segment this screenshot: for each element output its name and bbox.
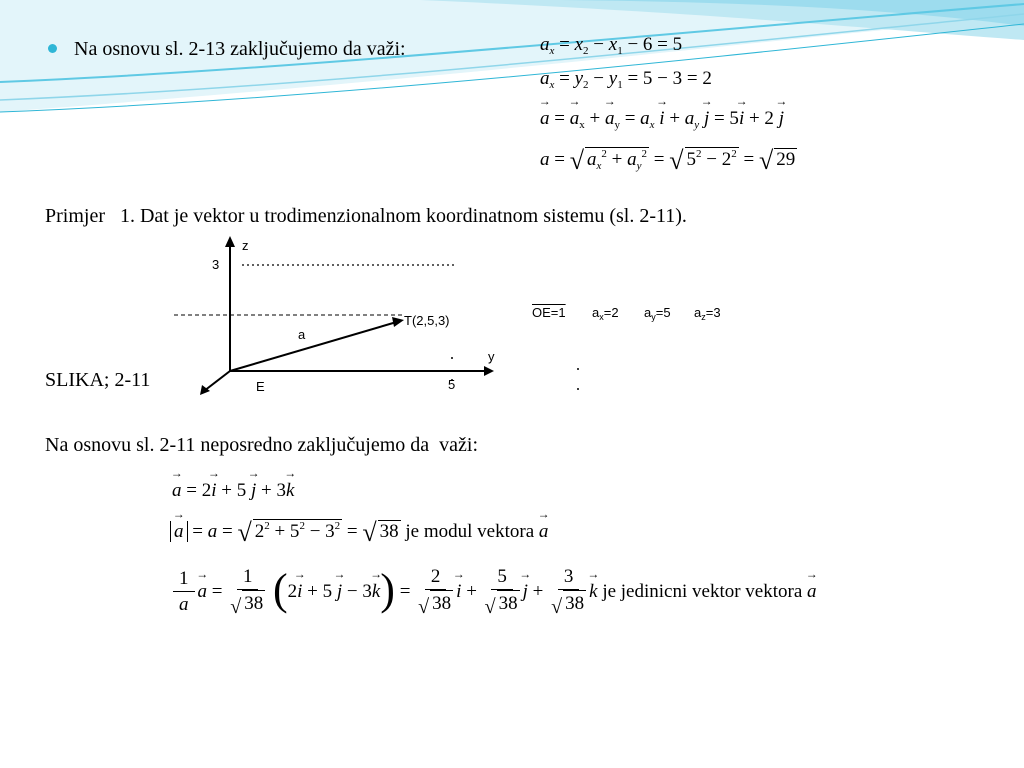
equation-vector-3d: → a = 2→ i + 5 → j + 3→ k bbox=[172, 480, 294, 502]
equation-vector-a: → a = → $a_x$ + → $a_y = a_x \to i + a_y \to j = 5\to i + 2 \to j$ bbox=[540, 108, 784, 131]
sqrt-38-modul: 38 bbox=[379, 521, 399, 542]
figure-side-ax: $a_x=2$ bbox=[592, 305, 619, 322]
figure-z-label: z bbox=[242, 238, 249, 253]
figure-tick-y: 5 bbox=[448, 377, 456, 392]
figure-side-az: $a_z=3$ bbox=[694, 305, 721, 322]
figure-origin-label: E bbox=[256, 379, 265, 394]
figure-y-label: y bbox=[488, 349, 495, 364]
figure-2-11 bbox=[174, 233, 729, 403]
equation-unit-vector: $\frac{1}{a}$ → a = $\frac{1}{√ 38}$ (2→ i + 5 → j − 3→ k) = $\frac{2}{√ 38}$ → i + $\frac{5}{√ 38}$ → j + $\frac{3}{√ 38}$ → k je jedinicni vektor vektora → a bbox=[170, 564, 817, 620]
figure-tick-z: 3 bbox=[212, 257, 220, 272]
example-line: Primjer 1. Dat je vektor u trodimenzionalnom koordinatnom sistemu (sl. 2-11). bbox=[45, 205, 687, 227]
equation-ax-2: $a_x = y_2 - y_1 = 5 - 3 = 2$ bbox=[540, 68, 712, 91]
jedin-text: je jedinicni vektor vektora bbox=[602, 581, 803, 602]
modul-text: je modul vektora bbox=[405, 521, 535, 542]
equation-magnitude: a = √ $a_x^2 + a_y^2$ = √ $5^2 - 2^2$ = √ 29 bbox=[540, 146, 796, 175]
equation-modul: → a = a = √ $2^2 + 5^2 - 3^2$ = √ 38 je modul vektora → a bbox=[170, 518, 548, 548]
figure-side-ay: $a_y=5$ bbox=[644, 305, 671, 322]
sqrt-29: 29 bbox=[776, 149, 796, 170]
bullet-text: Na osnovu sl. 2-13 zaključujemo da važi: bbox=[74, 38, 406, 60]
figure-caption: SLIKA; 2-11 bbox=[45, 369, 151, 391]
equation-ax-1: $a_x = x_2 - x_1 - 6 = 5$ bbox=[540, 34, 683, 57]
figure-vector-label: a bbox=[298, 327, 306, 342]
modul-vector-a: → a bbox=[539, 521, 549, 543]
bullet-dot bbox=[48, 44, 57, 53]
conclusion-line: Na osnovu sl. 2-11 neposredno zaključujemo da važi: bbox=[45, 434, 479, 456]
jedin-vector-a: → a bbox=[807, 581, 817, 603]
figure-point-label: T(2,5,3) bbox=[404, 313, 450, 328]
header-decoration bbox=[0, 0, 1024, 130]
figure-side-oe: OE=1 bbox=[532, 305, 566, 320]
